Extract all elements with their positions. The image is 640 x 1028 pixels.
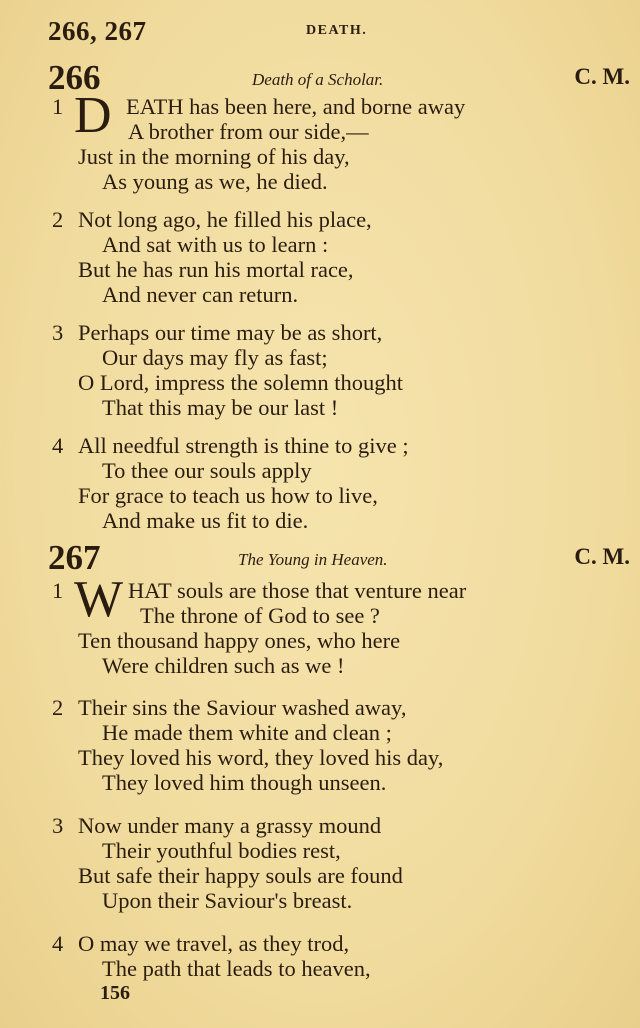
verse-line: Upon their Saviour's breast. — [102, 888, 353, 913]
verse-line: O may we travel, as they trod, — [78, 931, 350, 956]
verse-line: And make us fit to die. — [102, 508, 309, 533]
verse-line: Perhaps our time may be as short, — [78, 320, 383, 345]
running-head — [48, 16, 620, 46]
verse-line: For grace to teach us how to live, — [78, 483, 378, 508]
verse-line: They loved his word, they loved his day, — [78, 745, 444, 770]
verse-number: 3 — [52, 320, 64, 345]
verse-line: O Lord, impress the solemn thought — [78, 370, 403, 395]
drop-cap: D — [74, 87, 112, 144]
verse-line: Our days may fly as fast; — [102, 345, 328, 370]
verse-line: But he has run his mortal race, — [78, 257, 354, 282]
verse-number: 4 — [52, 433, 64, 458]
verse-line: And never can return. — [102, 282, 299, 307]
verse-line: But safe their happy souls are found — [78, 863, 403, 888]
hymn-number: 266 — [48, 58, 101, 97]
verse-line: HAT souls are those that venture near — [128, 578, 467, 603]
verse-number: 3 — [52, 813, 64, 838]
verse-line: Were children such as we ! — [102, 653, 345, 678]
verse-line: All needful strength is thine to give ; — [78, 433, 409, 458]
verse-line: They loved him though unseen. — [102, 770, 387, 795]
verse-number: 4 — [52, 931, 64, 956]
hymn-266-header — [48, 60, 630, 98]
hymn-meter: C. M. — [574, 64, 630, 89]
verse-line: Their sins the Saviour washed away, — [78, 695, 407, 720]
folio-page-number: 156 — [100, 982, 130, 1004]
verse-line: Ten thousand happy ones, who here — [78, 628, 401, 653]
verse-line: The path that leads to heaven, — [102, 956, 371, 981]
verse-line: Now under many a grassy mound — [78, 813, 382, 838]
verse-line: Not long ago, he filled his place, — [78, 207, 372, 232]
verse-line: The throne of God to see ? — [140, 603, 380, 628]
hymn-title: Death of a Scholar. — [252, 70, 384, 89]
verse-line: As young as we, he died. — [102, 169, 328, 194]
section-title: DEATH. — [306, 23, 368, 38]
verse-line: To thee our souls apply — [102, 458, 312, 483]
hymn-range: 266, 267 — [48, 16, 147, 46]
hymn-title: The Young in Heaven. — [238, 550, 388, 569]
verse-line: He made them white and clean ; — [102, 720, 392, 745]
hymn-number: 267 — [48, 538, 101, 577]
verse-line: Just in the morning of his day, — [78, 144, 350, 169]
verse-line: EATH has been here, and borne away — [126, 94, 466, 119]
verse-line: And sat with us to learn : — [102, 232, 329, 257]
drop-cap: W — [74, 571, 124, 628]
verse-number: 2 — [52, 695, 64, 720]
verse-line: A brother from our side,— — [128, 119, 369, 144]
verse-number: 1 — [52, 94, 64, 119]
verse-number: 2 — [52, 207, 64, 232]
hymn-267-header — [48, 540, 630, 578]
verse-line: Their youthful bodies rest, — [102, 838, 341, 863]
verse-line: That this may be our last ! — [102, 395, 339, 420]
verse-number: 1 — [52, 578, 64, 603]
hymn-meter: C. M. — [574, 544, 630, 569]
